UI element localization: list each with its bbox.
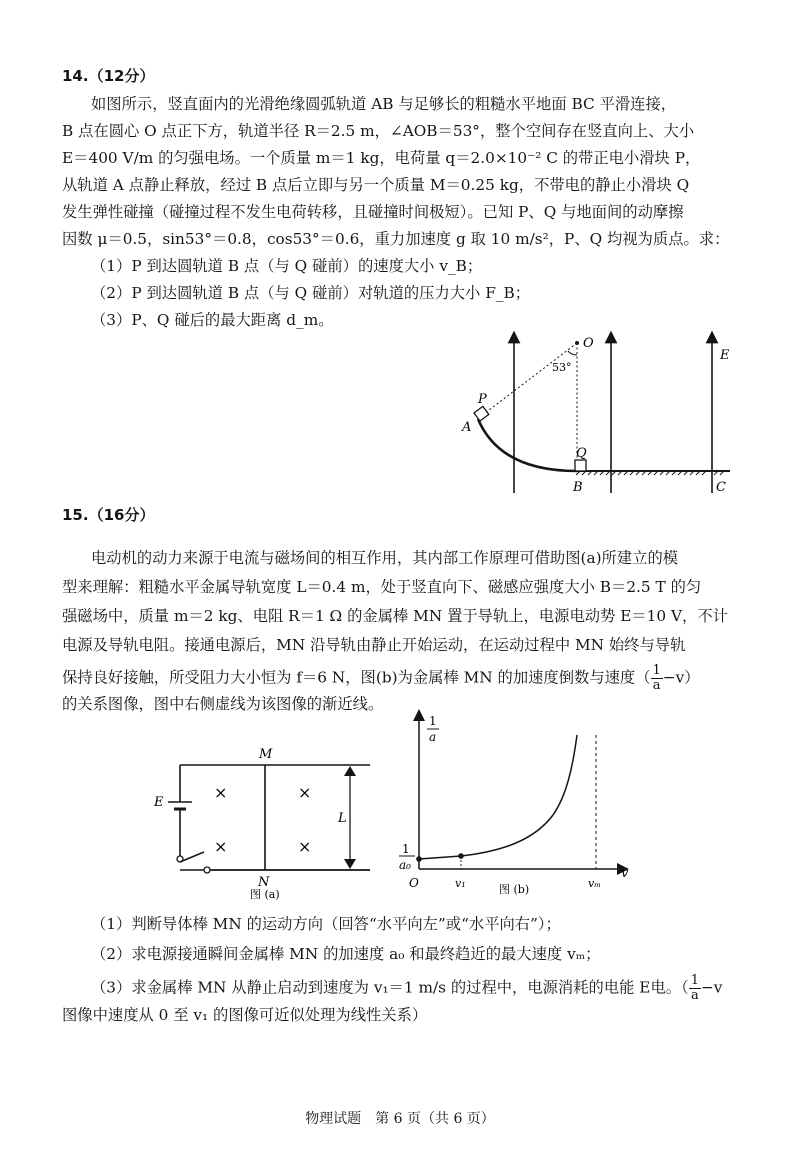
q15-figure-a <box>150 740 380 900</box>
q14-text-line-6: 因数 μ＝0.5，sin53°＝0.8，cos53°＝0.6，重力加速度 g 取 10 m/s²，P、Q 均视为质点。求： <box>62 230 730 248</box>
y0-label-num: 1 <box>402 842 410 856</box>
q14-text-line-5: 发生弹性碰撞（碰撞过程不发生电荷转移，且碰撞时间极短）。已知 P、Q 与地面间的动摩擦 <box>62 203 684 221</box>
label-A: A <box>462 420 472 435</box>
label-M: M <box>259 747 273 762</box>
field-cross: × <box>298 837 312 856</box>
q15-text-line-1: 电动机的动力来源于电流与磁场间的相互作用，其内部工作原理可借助图(a)所建立的模 <box>91 549 679 567</box>
label-v: v <box>621 866 629 881</box>
q15-header: 15.（16分） <box>62 506 155 524</box>
label-origin: O <box>409 876 419 890</box>
label-Q: Q <box>576 446 587 461</box>
y-label-den: a <box>429 730 437 744</box>
label-N: N <box>258 875 270 890</box>
q15-figure-b <box>395 705 635 900</box>
frac-1-over-a: $\frac{1}{a}$ <box>690 973 699 1003</box>
label-angle: 53° <box>552 361 572 374</box>
field-cross: × <box>214 783 228 802</box>
q14-figure <box>440 325 750 500</box>
q15-subquestion-3-cont: 图像中速度从 0 至 v₁ 的图像可近似处理为线性关系） <box>62 1006 428 1024</box>
field-cross: × <box>298 783 312 802</box>
q15-subquestion-1: （1）判断导体棒 MN 的运动方向（回答“水平向左”或“水平向右”）； <box>91 915 561 933</box>
label-O: O <box>583 336 594 351</box>
block-Q <box>575 460 586 471</box>
radius-OA <box>480 343 577 417</box>
caption-fig-b: 图 (b) <box>499 883 530 896</box>
point-a0 <box>416 856 422 862</box>
label-vm: vₘ <box>588 877 601 890</box>
field-cross: × <box>214 837 228 856</box>
label-L: L <box>338 811 347 826</box>
point-v1 <box>458 853 464 859</box>
q15-subquestion-2: （2）求电源接通瞬间金属棒 MN 的加速度 a₀ 和最终趋近的最大速度 vₘ； <box>91 945 601 963</box>
q15-text-line-5: 保持良好接触，所受阻力大小恒为 f＝6 N，图(b)为金属棒 MN 的加速度倒数与速度（ $\frac{1}{a}$ −v） <box>62 663 700 693</box>
q14-text-line-4: 从轨道 A 点静止释放，经过 B 点后立即与另一个质量 M＝0.25 kg，不带电的静止小滑块 Q <box>62 176 690 194</box>
q15-text-line-3: 强磁场中，质量 m＝2 kg、电阻 R＝1 Ω 的金属棒 MN 置于导轨上，电源电动势 E＝10 V，不计 <box>62 607 728 625</box>
frac-1-over-a: $\frac{1}{a}$ <box>652 663 661 693</box>
block-P <box>474 406 489 421</box>
q14-subquestion-3: （3）P、Q 碰后的最大距离 d_m。 <box>91 311 334 329</box>
q15-text-line-2: 型来理解：粗糙水平金属导轨宽度 L＝0.4 m，处于竖直向下、磁感应强度大小 B＝2.5 T 的匀 <box>62 578 702 596</box>
arc-track <box>478 419 577 471</box>
q15-text-line-5-pre: 保持良好接触，所受阻力大小恒为 f＝6 N，图(b)为金属棒 MN 的加速度倒数与速度（ <box>62 668 651 687</box>
q14-text-line-3: E＝400 V/m 的匀强电场。一个质量 m＝1 kg，电荷量 q＝2.0×10⁻² C 的带正电小滑块 P， <box>62 149 701 167</box>
q15-text-line-6: 的关系图像，图中右侧虚线为该图像的渐近线。 <box>62 695 384 713</box>
page-footer: 物理试题 第 6 页（共 6 页） <box>305 1111 495 1127</box>
y0-label-den: a₀ <box>399 858 411 872</box>
q15-subquestion-3: （3）求金属棒 MN 从静止启动到速度为 v₁＝1 m/s 的过程中，电源消耗的电能 E电。（ $\frac{1}{a}$ −v <box>91 973 723 1003</box>
switch <box>180 852 204 862</box>
q14-header: 14.（12分） <box>62 67 155 85</box>
y-label-num: 1 <box>429 714 437 728</box>
q14-text-line-2: B 点在圆心 O 点正下方，轨道半径 R＝2.5 m，∠AOB＝53°，整个空间存在竖直向上、大小 <box>62 122 695 140</box>
curve-inv-a-vs-v <box>419 735 577 859</box>
q14-subquestion-1: （1）P 到达圆轨道 B 点（与 Q 碰前）的速度大小 v_B； <box>91 257 483 275</box>
label-C: C <box>716 480 726 495</box>
label-B: B <box>573 480 583 495</box>
label-P: P <box>478 392 487 407</box>
q15-text-line-4: 电源及导轨电阻。接通电源后，MN 沿导轨由静止开始运动，在运动过程中 MN 始终与导轨 <box>62 636 686 654</box>
label-E: E <box>154 795 164 810</box>
caption-fig-a: 图 (a) <box>250 888 280 900</box>
label-E: E <box>720 348 730 363</box>
q14-text-line-1: 如图所示，竖直面内的光滑绝缘圆弧轨道 AB 与足够长的粗糙水平地面 BC 平滑连接， <box>91 95 677 113</box>
label-v1: v₁ <box>455 877 466 890</box>
q14-subquestion-2: （2）P 到达圆轨道 B 点（与 Q 碰前）对轨道的压力大小 F_B； <box>91 284 531 302</box>
